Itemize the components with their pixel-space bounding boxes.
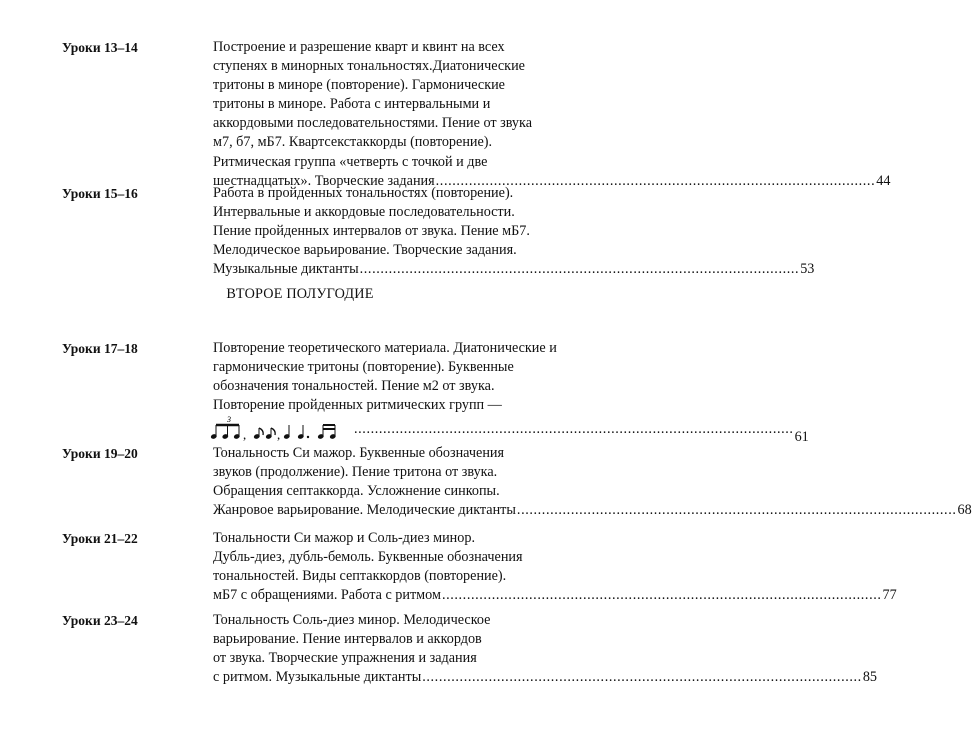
description-line: с ритмом. Музыкальные диктанты	[213, 669, 422, 686]
lesson-description	[213, 611, 877, 687]
dot-leader: ..........................................................................................................	[422, 669, 862, 686]
description-line: Дубль-диез, дубль-бемоль. Буквенные обозначения	[213, 549, 523, 566]
separator-comma: ,	[243, 427, 247, 443]
description-last-line	[213, 260, 815, 279]
page-number: 68	[957, 502, 972, 519]
description-line: шестнадцатых». Творческие задания	[213, 172, 435, 189]
description-line: Интервальные и аккордовые последовательности.	[213, 204, 515, 221]
description-line: Жанровое варьирование. Мелодические диктанты	[213, 502, 516, 519]
description-last-line	[213, 586, 897, 605]
page-number: 85	[862, 669, 877, 686]
description-line: Повторение теоретического материала. Диатонические и	[213, 340, 557, 356]
description-line: варьирование. Пение интервалов и аккордов	[213, 631, 482, 648]
rhythm-notation-icon	[213, 415, 353, 441]
description-line: Тональность Си мажор. Буквенные обозначения	[213, 445, 505, 461]
description-line: Ритмическая группа «четверть с точкой и две	[213, 153, 488, 170]
dot-leader: ..........................................................................................................	[435, 172, 876, 189]
lesson-label: Уроки 15–16	[62, 186, 138, 201]
lesson-label: Уроки 17–18	[62, 341, 138, 356]
description-last-line	[213, 668, 877, 687]
description-line: звуков (продолжение). Пение тритона от звука.	[213, 464, 498, 481]
description-line: Тональности Си мажор и Соль-диез минор.	[213, 530, 476, 546]
description-line: обозначения тональностей. Пение м2 от звука.	[213, 378, 495, 395]
description-line: Музыкальные диктанты	[213, 261, 359, 278]
description-line: Работа в пройденных тональностях (повторение).	[213, 185, 514, 201]
lesson-label: Уроки 13–14	[62, 40, 138, 55]
page-number: 53	[800, 261, 815, 278]
description-line: Обращения септаккорда. Усложнение синкопы.	[213, 483, 500, 500]
description-line: от звука. Творческие упражнения и задания	[213, 650, 477, 667]
lesson-label: Уроки 23–24	[62, 613, 138, 628]
dot-leader: ..........................................................................................................	[441, 587, 882, 604]
augmentation-dot	[307, 436, 309, 438]
description-line: тритоны в миноре (повторение). Гармонические	[213, 77, 505, 94]
description-line: ступенях в минорных тональностях.Диатонические	[213, 58, 525, 75]
description-line: мБ7 с обращениями. Работа с ритмом	[213, 587, 441, 604]
triplet-number: 3	[227, 415, 231, 425]
description-line: аккордовыми последовательностями. Пение от звука	[213, 115, 533, 132]
description-last-line	[213, 501, 972, 520]
description-line: Построение и разрешение кварт и квинт на всех	[213, 39, 505, 55]
note-flag	[259, 428, 263, 435]
lesson-description	[213, 529, 897, 605]
page-number: 61	[794, 429, 809, 446]
rhythm-figure-line	[213, 415, 809, 446]
note-flag	[271, 428, 275, 435]
description-line: Тональность Соль-диез минор. Мелодическое	[213, 612, 491, 628]
description-line: Пение пройденных интервалов от звука. Пение мБ7.	[213, 223, 530, 240]
description-line: Мелодическое варьирование. Творческие задания.	[213, 242, 517, 259]
dot-leader: ..........................................................................................................	[359, 261, 800, 278]
lesson-label: Уроки 19–20	[62, 446, 138, 461]
section-heading: ВТОРОЕ ПОЛУГОДИЕ	[226, 286, 374, 302]
dot-leader: ..........................................................................................................	[354, 421, 794, 438]
lesson-description	[213, 444, 972, 520]
lesson-label: Уроки 21–22	[62, 531, 138, 546]
description-line: гармонические тритоны (повторение). Буквенные	[213, 359, 514, 376]
description-line: м7, б7, мБ7. Квартсекстаккорды (повторение).	[213, 134, 493, 151]
description-line: Повторение пройденных ритмических групп —	[213, 397, 502, 414]
page-number: 44	[876, 172, 891, 189]
lesson-description	[213, 38, 891, 191]
lesson-description	[213, 339, 809, 446]
page-number: 77	[882, 587, 897, 604]
description-line: тритоны в миноре. Работа с интервальными и	[213, 96, 491, 113]
description-line: тональностей. Виды септаккордов (повторение).	[213, 568, 507, 585]
dot-leader: ..........................................................................................................	[516, 502, 957, 519]
separator-comma: ,	[277, 427, 281, 443]
lesson-description	[213, 184, 815, 279]
